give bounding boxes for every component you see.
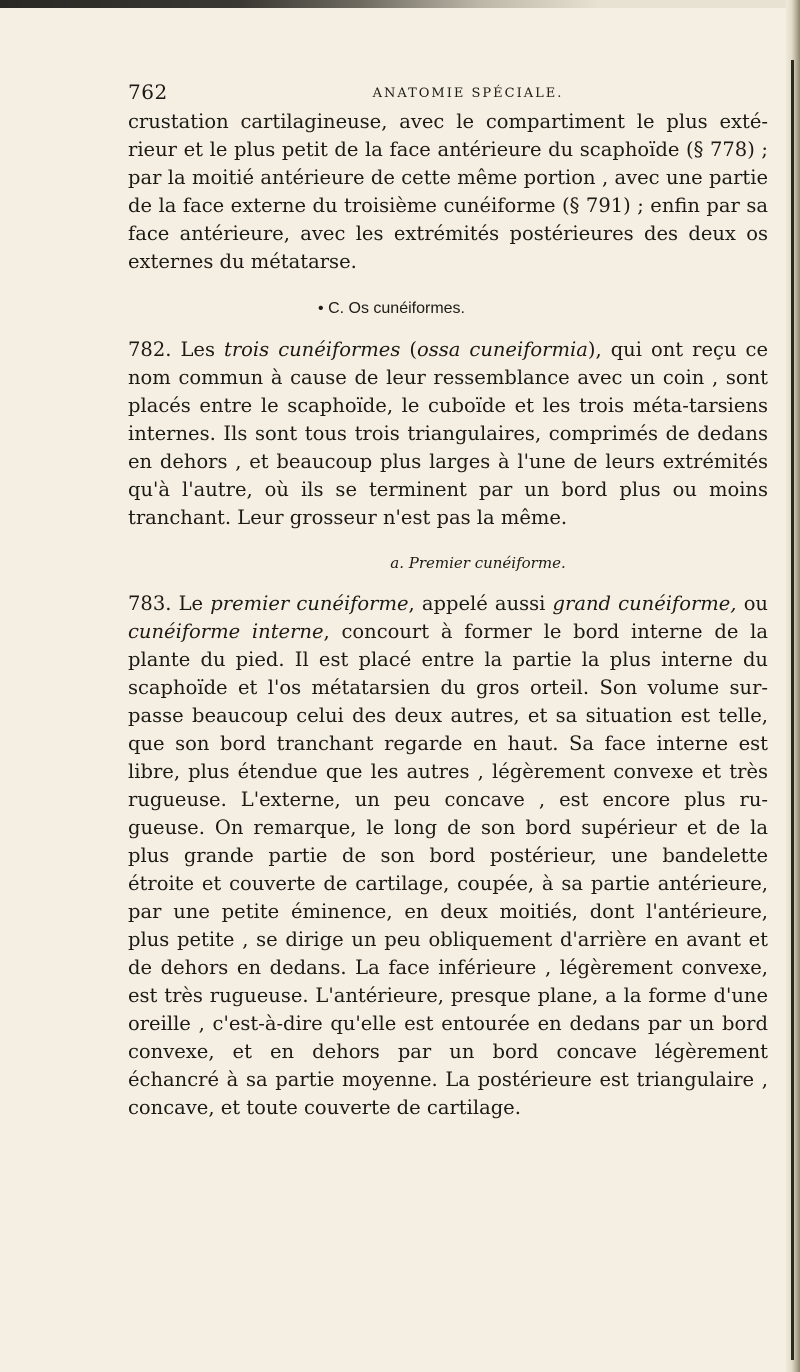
term: premier cunéiforme <box>210 592 409 615</box>
paragraph-number: 783. <box>128 592 172 615</box>
text-run: ( <box>409 338 417 361</box>
latin-term: ossa cuneiformia <box>416 338 588 361</box>
term: trois cunéiformes <box>224 338 401 361</box>
text-run: , concourt à former le bord interne de la plante du pied. Il est placé entre la partie la plus interne du scaphoïde et l'os métatarsien du gros orteil. Son volume sur-passe beaucoup celui des deux autres, et sa situation est telle, que son bord tranchant regarde en haut. Sa face interne est libre, plus étendue que les autres , légèrement convexe et très rugueuse. L'externe, un peu concave , est encore plus ru-gueuse. On remarque, le long de son bord supérieur et de la plus grande partie de son bord postérieur, une bandelette étroite et couverte de cartilage, coupée, à sa partie antérieure, par une petite éminence, en deux moitiés, dont l'antérieure, plus petite , se dirige un peu obliquement d'arrière en avant et de dehors en dedans. La face inférieure , légèrement convexe, est très rugueuse. L'antérieure, presque plane, a la forme d'une oreille , c'est-à-dire qu'elle est entourée en dedans par un bord convexe, et en dehors par un bord concave légèrement échancré à sa partie moyenne. La postérieure est triangulaire , concave, et toute couverte de cartilage. <box>128 620 769 1119</box>
paragraph-number: 782. <box>128 338 172 361</box>
subsection-heading: a. Premier cunéiforme. <box>390 554 566 572</box>
text-run: Les <box>180 338 215 361</box>
section-bullet: • <box>318 300 324 317</box>
paragraph-783 <box>128 590 768 1122</box>
page-number: 762 <box>128 80 168 104</box>
page-top-shadow <box>0 0 800 8</box>
text-run: Le <box>178 592 204 615</box>
term: grand cunéiforme, <box>552 592 737 615</box>
page-header <box>128 80 768 108</box>
paragraph-intro: crustation cartilagineuse, avec le compartiment le plus exté-rieur et le plus petit de la face antérieure du scaphoïde (§ 778) ; par la moitié antérieure de cette même portion , avec une partie de la face externe du troisième cunéiforme (§ 791) ; enfin par sa face antérieure, avec les extrémités postérieures des deux os externes du métatarse. <box>128 110 768 273</box>
section-title: C. Os cunéiformes. <box>328 300 465 317</box>
text-run: , appelé aussi <box>408 592 546 615</box>
running-head: ANATOMIE SPÉCIALE. <box>372 86 564 101</box>
binding-edge <box>791 60 794 1360</box>
text-run: ), qui ont reçu ce nom commun à cause de leur ressemblance avec un coin , sont placés entre le scaphoïde, le cuboïde et les trois méta-tarsiens internes. Ils sont tous trois triangulaires, comprimés de dedans en dehors , et beaucoup plus larges à l'une de leurs extrémités qu'à l'autre, où ils se terminent par un bord plus ou moins tranchant. Leur grosseur n'est pas la même. <box>128 338 769 529</box>
paragraph-782 <box>128 336 768 532</box>
section-heading <box>128 300 768 318</box>
term: cunéiforme interne <box>128 620 324 643</box>
book-page <box>128 80 768 1122</box>
text-run: ou <box>743 592 768 615</box>
